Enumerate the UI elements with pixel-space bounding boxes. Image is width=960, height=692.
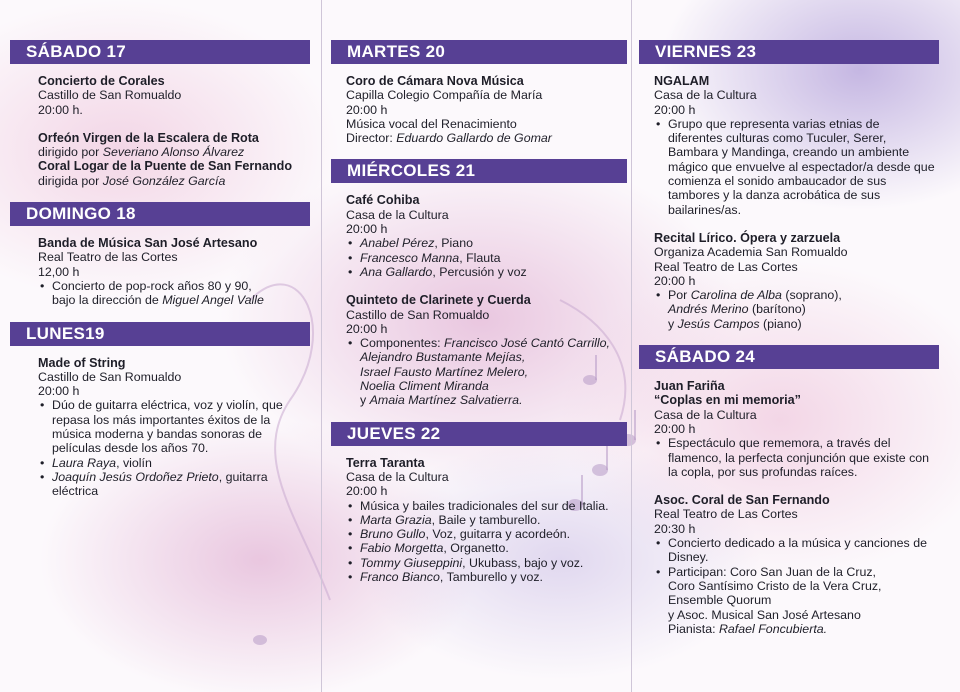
event-time: 20:00 h: [346, 484, 388, 499]
event-place: Real Teatro de Las Cortes: [654, 507, 798, 522]
detail-item: [346, 541, 623, 555]
event-details: [654, 536, 935, 579]
performer-name: Jesús Campos: [677, 316, 760, 331]
detail-prefix: y: [360, 393, 370, 408]
detail-item: [346, 499, 623, 513]
detail-item: [38, 470, 306, 499]
event: [38, 131, 306, 188]
performer-name: Fabio Morgetta: [360, 541, 444, 556]
event-place: Castillo de San Romualdo: [38, 369, 182, 384]
event: [38, 356, 306, 499]
performer-role: , Baile y tamburello.: [431, 512, 541, 527]
day-header-label: SÁBADO 24: [639, 345, 939, 369]
detail-continuation: [346, 393, 623, 407]
performer-name: Carolina de Alba: [690, 288, 782, 303]
performer-name: Israel Fausto Martínez Melero,: [360, 364, 529, 379]
director-prefix: Director:: [346, 131, 397, 146]
detail-text: Participan: Coro San Juan de la Cruz,: [668, 564, 876, 579]
detail-text: Grupo que representa varias etnias de diferentes culturas como Tuculer, Serer, Bambara y Mandinga, creando un ambiente mágico que envuelve al espectador/a desde que comienza el sonido ambaucador de sus tambores y la danza acrobática de sus bailarines/as.: [668, 116, 935, 217]
event-details: [38, 398, 306, 498]
performer-role: (soprano),: [781, 288, 842, 303]
column-2: [331, 40, 627, 598]
detail-continuation: [654, 622, 935, 636]
day-events-jueves-22: [346, 456, 623, 585]
detail-item: [346, 556, 623, 570]
event: [654, 493, 935, 636]
event-details: [346, 336, 623, 350]
day-header-jueves-22: [331, 422, 627, 446]
column-3: [639, 40, 939, 650]
detail-continuation: y Asoc. Musical San José Artesano: [668, 607, 861, 622]
director-name: José González García: [102, 173, 226, 188]
event-title: Recital Lírico. Ópera y zarzuela: [654, 230, 841, 245]
director-prefix: dirigida por: [38, 173, 103, 188]
event-time: 20:00 h: [654, 421, 696, 436]
detail-text: Música y bailes tradicionales del sur de Italia.: [360, 498, 609, 513]
event-place: Capilla Colegio Compañía de María: [346, 88, 543, 103]
fold-line-left: [321, 0, 322, 692]
performer-name: Bruno Gullo: [360, 527, 426, 542]
detail-continuation: [654, 302, 935, 316]
day-header-viernes-23: [639, 40, 939, 64]
event: [346, 293, 623, 407]
performer-name: Amaia Martínez Salvatierra.: [369, 393, 523, 408]
event-place: Casa de la Cultura: [654, 407, 757, 422]
day-header-domingo-18: [10, 202, 310, 226]
event-place: Casa de la Cultura: [346, 207, 449, 222]
day-header-martes-20: [331, 40, 627, 64]
detail-text: Concierto dedicado a la música y canciones de Disney.: [668, 536, 927, 565]
performer-role: , violín: [116, 455, 152, 470]
event: [654, 379, 935, 479]
performer-role: , Ukubass, bajo y voz.: [462, 555, 584, 570]
detail-item: [654, 117, 935, 217]
performer-name: Noelia Climent Miranda: [360, 379, 489, 394]
detail-prefix: Componentes:: [360, 336, 445, 351]
column-1: [10, 40, 310, 513]
day-header-label: JUEVES 22: [331, 422, 627, 446]
director-name: Severiano Alonso Álvarez: [102, 145, 245, 160]
event-details: [346, 236, 623, 279]
performer-role: , Organetto.: [443, 541, 509, 556]
detail-item: [346, 527, 623, 541]
director-name: Eduardo Gallardo de Gomar: [396, 131, 552, 146]
event-time: 20:00 h: [346, 321, 388, 336]
performer-name: Franco Bianco: [360, 570, 440, 585]
detail-text: Concierto de pop-rock años 80 y 90,: [52, 278, 252, 293]
performer-name: Francisco José Cantó Carrillo,: [444, 336, 610, 351]
event-title: Made of String: [38, 355, 126, 370]
director-prefix: dirigido por: [38, 145, 103, 160]
event-place: Casa de la Cultura: [346, 469, 449, 484]
performer-name: Francesco Manna: [360, 250, 460, 265]
event-description: Música vocal del Renacimiento: [346, 116, 517, 131]
performer-role: , Percusión y voz: [432, 264, 527, 279]
event: [346, 193, 623, 279]
event-director: [38, 174, 306, 188]
detail-item: [346, 236, 623, 250]
event-title: Concierto de Corales: [38, 74, 165, 88]
performer-role: , Voz, guitarra y acordeón.: [425, 527, 571, 542]
performer-role: , Tamburello y voz.: [439, 570, 543, 585]
day-header-sabado-24: [639, 345, 939, 369]
detail-prefix: y: [668, 316, 678, 331]
event-title: Café Cohiba: [346, 193, 420, 208]
performer-name: Anabel Pérez: [360, 236, 435, 251]
day-header-label: DOMINGO 18: [10, 202, 310, 226]
detail-item: [38, 279, 306, 293]
event-details: [38, 279, 306, 293]
performer-name: Ana Gallardo: [360, 264, 433, 279]
detail-continuation: [654, 317, 935, 331]
event-title: Coro de Cámara Nova Música: [346, 74, 524, 88]
event-time: 20:30 h: [654, 521, 696, 536]
performer-name: Joaquín Jesús Ordoñez Prieto: [52, 469, 219, 484]
performer-name: Laura Raya: [52, 455, 117, 470]
event-place: Real Teatro de Las Cortes: [654, 259, 798, 274]
detail-item: [38, 456, 306, 470]
detail-prefix: Pianista:: [668, 621, 719, 636]
event-title: Asoc. Coral de San Fernando: [654, 493, 830, 508]
event-subtitle: “Coplas en mi memoria”: [654, 393, 801, 408]
event: [38, 236, 306, 307]
day-events-sabado-24: [654, 379, 935, 636]
event-director: [38, 145, 306, 159]
event-title: Terra Taranta: [346, 455, 425, 470]
detail-item: [654, 565, 935, 579]
fold-line-right: [631, 0, 632, 692]
event: [38, 74, 306, 117]
detail-prefix: Por: [668, 288, 691, 303]
day-header-lunes-19: [10, 322, 310, 346]
event-director: [346, 131, 623, 145]
detail-item: [654, 288, 935, 302]
event: [654, 74, 935, 217]
event-place: Castillo de San Romualdo: [346, 307, 490, 322]
detail-item: [654, 536, 935, 565]
detail-continuation: [38, 293, 306, 307]
detail-item: [346, 251, 623, 265]
detail-item: [346, 513, 623, 527]
performer-role: , Flauta: [459, 250, 501, 265]
event-title: Quinteto de Clarinete y Cuerda: [346, 293, 531, 308]
event-time: 20:00 h.: [38, 102, 83, 117]
detail-item: [38, 398, 306, 455]
event-details: [654, 436, 935, 479]
performer-role: (barítono): [748, 302, 806, 317]
day-events-sabado-17: [38, 74, 306, 188]
detail-item: [654, 436, 935, 479]
event: [346, 74, 623, 145]
event-title: Banda de Música San José Artesano: [38, 236, 258, 251]
event: [346, 456, 623, 585]
day-events-domingo-18: [38, 236, 306, 307]
event-details: [346, 499, 623, 585]
detail-continuation: Coro Santísimo Cristo de la Vera Cruz,: [668, 578, 882, 593]
pianist-name: Rafael Foncubierta.: [718, 621, 828, 636]
performer-role: , guitarra eléctrica: [52, 469, 268, 499]
event-title: NGALAM: [654, 74, 710, 88]
event-time: 12,00 h: [38, 264, 80, 279]
event-place: Real Teatro de las Cortes: [38, 250, 178, 265]
day-header-label: VIERNES 23: [639, 40, 939, 64]
day-events-lunes-19: [38, 356, 306, 499]
day-events-miercoles-21: [346, 193, 623, 407]
detail-text: Dúo de guitarra eléctrica, voz y violín, que repasa los más importantes éxitos de la música moderna y bandas sonoras de películas desde los años 70.: [52, 398, 283, 456]
performer-name: Alejandro Bustamante Mejías,: [360, 350, 526, 365]
event-organizer: Organiza Academia San Romualdo: [654, 245, 848, 260]
event-time: 20:00 h: [654, 102, 696, 117]
event-details: [654, 117, 935, 217]
performer-name: Marta Grazia: [360, 512, 432, 527]
day-events-martes-20: [346, 74, 623, 145]
performer-name: Andrés Merino: [668, 302, 749, 317]
event-time: 20:00 h: [346, 102, 388, 117]
event-time: 20:00 h: [38, 384, 80, 399]
day-header-label: MARTES 20: [331, 40, 627, 64]
day-header-sabado-17: [10, 40, 310, 64]
detail-item: [346, 570, 623, 584]
performer-name: Tommy Giuseppini: [360, 555, 463, 570]
event: [654, 231, 935, 331]
day-header-miercoles-21: [331, 159, 627, 183]
detail-item: [346, 265, 623, 279]
event-title: Juan Fariña: [654, 379, 725, 394]
event-time: 20:00 h: [346, 222, 388, 237]
day-header-label: LUNES19: [10, 322, 310, 346]
detail-continuation: Ensemble Quorum: [668, 593, 772, 608]
detail-text: Espectáculo que rememora, a través del flamenco, la perfecta conjunción que existe con la copla, por sus profundas raíces.: [668, 436, 930, 479]
event-place: Castillo de San Romualdo: [38, 88, 182, 103]
event-details: [654, 288, 935, 302]
conductor-name: Miguel Angel Valle: [162, 293, 264, 308]
event-place: Casa de la Cultura: [654, 88, 757, 103]
day-header-label: MIÉRCOLES 21: [331, 159, 627, 183]
event-title: Orfeón Virgen de la Escalera de Rota: [38, 130, 259, 145]
detail-prefix: bajo la dirección de: [52, 293, 163, 308]
performer-role: (piano): [759, 316, 802, 331]
detail-item: [346, 336, 623, 350]
event-title: Coral Logar de la Puente de San Fernando: [38, 159, 293, 174]
day-header-label: SÁBADO 17: [10, 40, 310, 64]
performer-role: , Piano: [434, 236, 473, 251]
day-events-viernes-23: [654, 74, 935, 331]
event-time: 20:00 h: [654, 273, 696, 288]
